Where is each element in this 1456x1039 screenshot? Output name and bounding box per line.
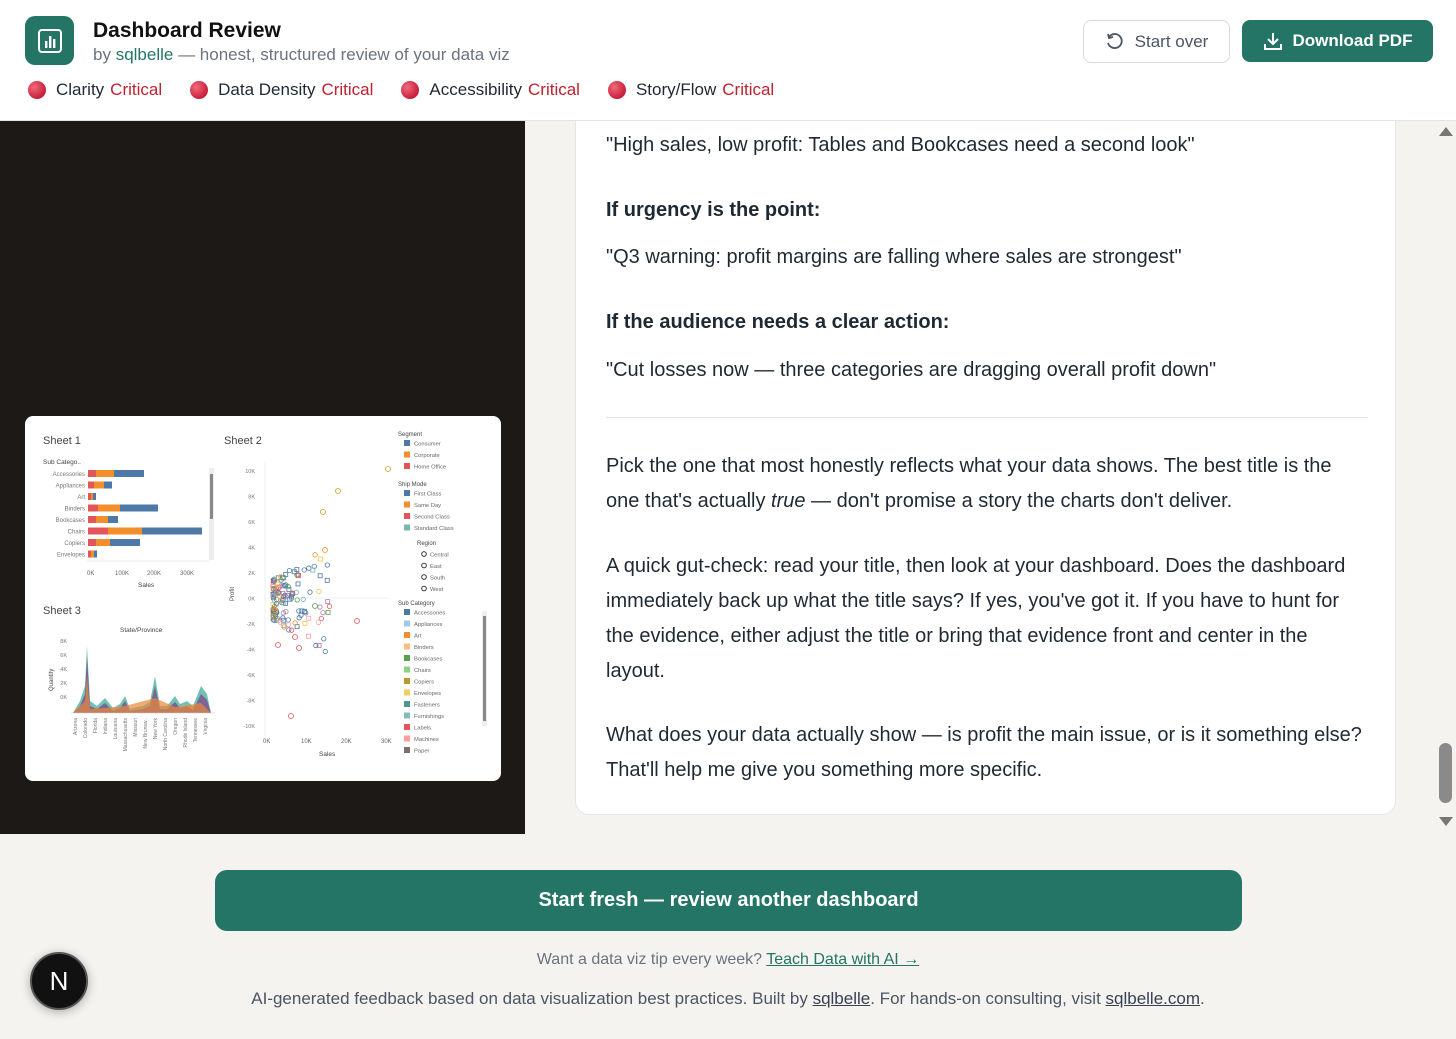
legend-swatch [404, 632, 410, 638]
scatter-point [293, 635, 298, 640]
legend-item: South [430, 575, 446, 582]
state-label: Rhode Island [183, 718, 189, 748]
stacked-bar-segment [88, 516, 96, 523]
legend-item: Corporate [414, 453, 440, 459]
tip-text: Want a data viz tip every week? [536, 951, 767, 968]
download-icon [1263, 31, 1283, 51]
state-label: Virginia [203, 718, 209, 735]
scatter-point [276, 643, 281, 648]
legend-swatch [404, 690, 410, 696]
legend-item: Standard Class [414, 526, 454, 532]
sheet1-title: Sheet 1 [43, 435, 81, 447]
stacked-bar-segment [142, 528, 202, 535]
legend-item: Appliances [414, 622, 443, 628]
profit-tick: -4K [246, 647, 255, 654]
legend-item: West [430, 587, 444, 593]
status-dot-icon [190, 81, 208, 99]
scatter-point [336, 489, 341, 494]
foot-text-b: . For hands-on consulting, visit [870, 989, 1106, 1008]
status-dot-icon [401, 81, 419, 99]
legend-item: Envelopes [414, 691, 442, 697]
legend-swatch [404, 701, 410, 707]
scroll-up-arrow-icon[interactable] [1439, 127, 1453, 136]
scatter-point [317, 589, 321, 593]
scatter-point [321, 510, 326, 515]
stacked-bar-segment [91, 493, 93, 500]
profit-axis: Profit [230, 586, 236, 601]
review-paragraph-1 [606, 449, 1368, 519]
legend-item: Paper [414, 748, 430, 755]
scatter-point [289, 714, 294, 719]
legend-swatch [404, 513, 410, 519]
legend-swatch [404, 490, 410, 496]
scatter-point [323, 649, 327, 653]
subcat-label: Appliances [55, 483, 85, 490]
scatter-point [386, 467, 391, 472]
state-label: Missouri [133, 718, 139, 737]
subcat-label: Bookcases [55, 518, 85, 524]
start-over-button[interactable] [1083, 20, 1230, 63]
profit-tick: 2K [248, 571, 255, 577]
legend-marker [422, 552, 427, 557]
scatter-point [286, 622, 290, 626]
s1-tick: 100K [115, 571, 130, 577]
stacked-bar-segment [104, 482, 112, 489]
profit-tick: 10K [245, 469, 255, 475]
scatter-point [318, 605, 322, 609]
legend-item: Central [430, 552, 449, 559]
scatter-point [325, 578, 329, 582]
legend-item: Labels [414, 725, 432, 732]
sqlbelle-site-link[interactable]: sqlbelle.com [1105, 989, 1201, 1008]
legend-item: Furnishings [414, 714, 444, 720]
badge-story-flow [608, 80, 774, 100]
scatter-point [289, 628, 293, 632]
s2-xtick: 30K [381, 739, 392, 745]
title-suggestion-3: "Cut losses now — three categories are dragging overall profit down" [606, 359, 1217, 381]
para1-text-a: Pick the one that most honestly reflects what your data shows. The best title is the one that's actually [606, 455, 1332, 512]
state-label: New York [153, 718, 159, 740]
refresh-icon [1105, 32, 1125, 52]
state-label: Massachusetts [123, 718, 129, 752]
legend-item: Machines [414, 737, 439, 743]
badge-clarity [28, 80, 162, 100]
download-label: Download PDF [1292, 31, 1413, 50]
legend-item: Bookcases [414, 656, 443, 663]
legend-item: Fasteners [414, 702, 440, 709]
badge-label: Story/Flow [635, 80, 717, 99]
dashboard-thumbnail-image [25, 416, 501, 781]
weekly-tip [0, 951, 1456, 969]
legend-swatch [404, 609, 410, 615]
scatter-point [295, 598, 299, 602]
stacked-bar-segment [96, 516, 108, 523]
scatter-point [297, 609, 301, 613]
subcat-label: Chairs [67, 529, 85, 536]
scatter-point [326, 610, 330, 614]
state-label: Tennessee [193, 718, 199, 743]
legend-title: Segment [398, 432, 423, 438]
legend-item: First Class [414, 491, 442, 498]
app-title: Dashboard Review [93, 19, 281, 42]
scatter-point [302, 568, 306, 572]
state-label: Arizona [73, 718, 79, 735]
status-dot-icon [28, 81, 46, 99]
state-header: State/Province [120, 627, 163, 634]
legend-marker [422, 575, 427, 580]
legend-item: Binders [414, 645, 434, 651]
dashboard-preview-panel [0, 121, 525, 834]
scatter-point [323, 548, 328, 553]
stacked-bar-segment [91, 551, 94, 558]
state-label: Indiana [103, 718, 109, 735]
legend-item: Accessories [414, 610, 446, 617]
scrollbar-thumb[interactable] [1439, 743, 1452, 803]
stacked-bar-segment [88, 539, 96, 546]
badge-status: Critical [321, 80, 374, 99]
s1-tick: 300K [180, 571, 195, 577]
review-scroll-area[interactable] [525, 121, 1456, 834]
qty-tick: 6K [60, 653, 67, 659]
scatter-point [286, 618, 290, 622]
nextjs-dev-badge[interactable]: N [30, 952, 88, 1010]
profit-tick: -10K [243, 724, 255, 730]
subcat-label: Copiers [64, 541, 85, 547]
stacked-bar-segment [110, 539, 140, 546]
status-dot-icon [608, 81, 626, 99]
profit-tick: 0K [248, 596, 255, 603]
legend-marker [422, 586, 427, 591]
stacked-bar-segment [88, 470, 96, 477]
profit-tick: -6K [246, 673, 255, 679]
footer-disclaimer [0, 989, 1456, 1009]
start-over-label: Start over [1134, 31, 1209, 51]
scatter-point [322, 637, 326, 641]
s1-tick: 200K [147, 571, 162, 577]
sheet2-title: Sheet 2 [224, 435, 262, 447]
legend-item: Chairs [414, 668, 431, 674]
legend-swatch [404, 667, 410, 673]
s2-xtick: 20K [341, 739, 352, 745]
suggestion-heading-action: If the audience needs a clear action: [606, 311, 950, 333]
stacked-bar-segment [88, 551, 91, 558]
subcat-header: Sub Catego.. [43, 459, 81, 466]
qty-tick: 4K [60, 667, 67, 673]
legend-marker [422, 563, 427, 568]
stacked-bar-segment [94, 551, 97, 558]
profit-tick: 4K [248, 545, 255, 552]
scatter-point [303, 621, 307, 625]
profit-tick: 6K [248, 520, 255, 526]
app-subtitle [93, 45, 510, 65]
review-scrollbar[interactable] [1436, 121, 1456, 834]
app-logo [25, 16, 74, 65]
subtitle-prefix: by [93, 45, 116, 64]
sheet3-title: Sheet 3 [43, 605, 81, 617]
sqlbelle-link[interactable]: sqlbelle [812, 989, 871, 1008]
legend-item: Art [414, 633, 422, 640]
review-paragraph-2: A quick gut-check: read your title, then look at your dashboard. Does the dashboard immediately back up what the title says? If yes, you've got it. If you have to hunt for the evidence, either adjust the title or bring that evidence front and center in the layout. [606, 555, 1346, 682]
para1-emphasis: true [771, 490, 806, 512]
section-divider [606, 417, 1368, 418]
legend-item: Consumer [414, 441, 441, 448]
scatter-point [308, 590, 312, 594]
stacked-bar-segment [93, 493, 96, 500]
state-label: Colorado [83, 718, 89, 739]
subcat-label: Accessories [52, 472, 85, 478]
stacked-bar-segment [94, 482, 104, 489]
legend-item: Home Office [414, 464, 447, 471]
badge-data-density [190, 80, 373, 100]
subcat-label: Binders [64, 506, 85, 513]
title-suggestion-1: "High sales, low profit: Tables and Bookcases need a second look" [606, 134, 1195, 156]
scatter-point [297, 646, 302, 651]
stacked-bar-segment [108, 528, 142, 535]
legend-swatch [404, 644, 410, 650]
legend-swatch [404, 525, 410, 531]
profit-tick: -8K [246, 698, 255, 705]
s2-xtick: 0K [263, 739, 271, 745]
legend-swatch [404, 621, 410, 627]
legend-swatch [404, 747, 410, 753]
legend-item: Second Class [414, 514, 450, 521]
state-label: North Carolina [163, 718, 169, 751]
s1-tick: 0K [87, 571, 95, 577]
badge-label: Clarity [56, 80, 105, 99]
stacked-bar-segment [96, 470, 114, 477]
scatter-point [355, 619, 360, 624]
foot-text-a: AI-generated feedback based on data visualization best practices. Built by [251, 989, 813, 1008]
subtitle-rest: — honest, structured review of your data viz [173, 45, 510, 64]
scroll-down-arrow-icon[interactable] [1439, 817, 1453, 826]
legend-item: Same Day [414, 503, 442, 509]
s2-xtick: 10K [301, 739, 312, 745]
foot-text-c: . [1200, 989, 1205, 1008]
scatter-point [327, 604, 331, 608]
stacked-bar-segment [88, 482, 94, 489]
state-label: New Brunsw.. [143, 718, 149, 749]
review-card [575, 121, 1396, 815]
app-header [0, 0, 1456, 121]
subcat-label: Envelopes [56, 552, 85, 559]
s2-xaxis: Sales [319, 751, 336, 758]
para1-text-b: — don't promise a story the charts don't deliver. [805, 490, 1233, 512]
qty-tick: 8K [60, 639, 67, 645]
legend-swatch [404, 502, 410, 508]
profit-tick: 8K [248, 494, 255, 501]
scatter-point [316, 620, 320, 624]
stacked-bar-segment [120, 505, 158, 512]
subcat-label: Art [77, 495, 85, 501]
legend-title: Ship Mode [398, 482, 427, 488]
scatter-point [313, 553, 317, 557]
badge-label: Data Density [218, 80, 316, 99]
review-paragraph-3: What does your data actually show — is profit the main issue, or is it something else? That'll help me give you something more specific. [606, 724, 1362, 781]
start-fresh-button[interactable]: Start fresh — review another dashboard [215, 870, 1242, 931]
badge-label: Accessibility [429, 80, 522, 99]
badge-status: Critical [110, 80, 163, 99]
state-label: Oregon [173, 718, 179, 735]
legend-swatch [404, 724, 410, 730]
quantity-axis: Quantity [49, 668, 55, 691]
legend-item: Copiers [414, 679, 434, 686]
scatter-point [318, 574, 322, 578]
stacked-bar-segment [98, 505, 120, 512]
scatter-point [325, 563, 329, 567]
legend-title: Sub Category [398, 601, 435, 607]
author-link[interactable]: sqlbelle [115, 45, 174, 64]
scatter-point [321, 611, 325, 615]
legend-title: Region [417, 541, 437, 547]
qty-tick: 2K [60, 681, 67, 687]
stacked-bar-segment [108, 516, 118, 523]
scatter-point [319, 557, 323, 561]
scatter-point [313, 604, 318, 609]
score-badges [28, 80, 802, 100]
stacked-bar-segment [88, 493, 91, 500]
bar-chart-icon [37, 28, 63, 54]
scatter-point [307, 616, 311, 620]
stacked-bar-segment [88, 528, 108, 535]
scatter-point [307, 566, 311, 570]
legend-swatch [404, 452, 410, 458]
legend-swatch [404, 713, 410, 719]
state-label: Louisiana [113, 718, 119, 740]
badge-status: Critical [722, 80, 775, 99]
scatter-point [306, 634, 310, 638]
scatter-point [296, 582, 300, 586]
legend-item: East [430, 564, 442, 570]
scatter-point [326, 600, 330, 604]
legend-swatch [404, 736, 410, 742]
qty-tick: 0K [60, 695, 67, 701]
legend-swatch [404, 655, 410, 661]
title-suggestion-2: "Q3 warning: profit margins are falling where sales are strongest" [606, 246, 1182, 268]
s1-axis: Sales [138, 582, 155, 589]
legend-swatch [404, 678, 410, 684]
stacked-bar-segment [96, 539, 110, 546]
stacked-bar-segment [114, 470, 144, 477]
state-label: Florida [93, 718, 99, 734]
dashboard-thumbnail [25, 416, 501, 781]
stacked-bar-segment [88, 505, 98, 512]
teach-data-link[interactable]: Teach Data with AI → [766, 951, 920, 968]
legend-swatch [404, 463, 410, 469]
badge-status: Critical [528, 80, 580, 99]
badge-accessibility [401, 80, 580, 100]
profit-tick: -2K [246, 622, 255, 628]
download-pdf-button[interactable] [1242, 20, 1433, 62]
suggestion-heading-urgency: If urgency is the point: [606, 199, 821, 221]
legend-swatch [404, 440, 410, 446]
